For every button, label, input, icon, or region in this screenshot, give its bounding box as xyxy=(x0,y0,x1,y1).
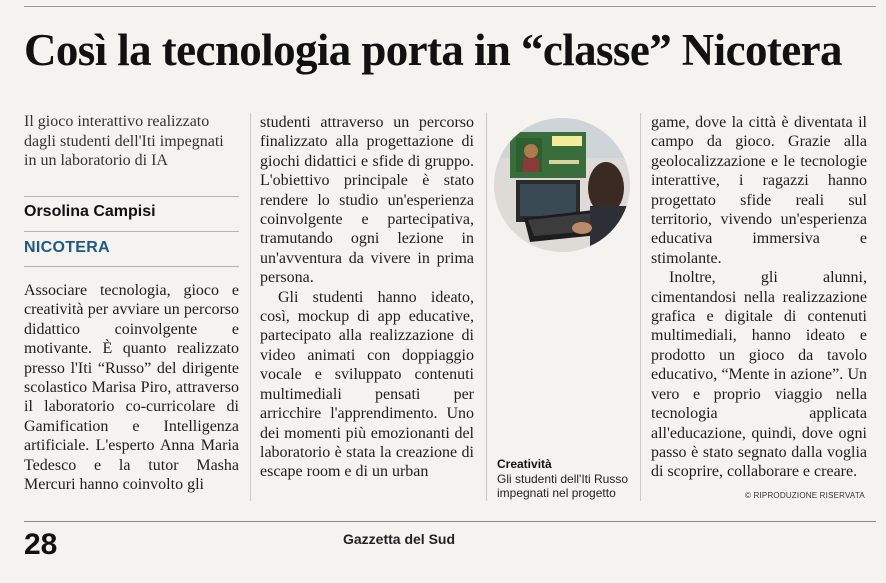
article-column-1 xyxy=(24,281,239,494)
article-column-2 xyxy=(260,113,474,482)
column-divider xyxy=(250,113,251,501)
author-rule xyxy=(24,196,239,197)
column-divider xyxy=(486,113,487,501)
column-4-paragraph-1: game, dove la città è diventata il campo da gioco. Grazie alla geolocalizzazione e le tecnologie interattive, i ragazzi hanno progettato sfide reali sul territorio, vivendo un'esperienza educativa immersiva e stimolante. xyxy=(651,114,867,267)
place-rule xyxy=(24,231,239,232)
body-rule xyxy=(24,266,239,267)
article-column-4 xyxy=(651,113,867,482)
column-divider xyxy=(640,113,641,501)
column-2-paragraph-2: Gli studenti hanno ideato, così, mockup di app educative, partecipato alla realizzazione di video animati con doppiaggio vocale e sviluppato contenuti multimediali pensati per arricchire l'apprendimento. Uno dei momenti più emozionanti del laboratorio è stata la creazione di escape room e di un urban xyxy=(260,288,474,481)
article-photo xyxy=(494,118,630,252)
column-1-text: Associare tecnologia, gioco e creatività per avviare un percorso didattico coinvolgente e motivante. È quanto realizzato presso l'Iti “Russo” del dirigente scolastico Marisa Piro, attraverso il laboratorio co-curricolare di Gamification e Intelligenza artificiale. L'esperto Anna Maria Tedesco e la tutor Masha Mercuri hanno coinvolto gli xyxy=(24,282,239,494)
column-2-paragraph-1: studenti attraverso un percorso finalizzato alla progettazione di giochi didattici e sfide di gruppo. L'obiettivo principale è stato rendere lo studio un'esperienza coinvolgente e partecipativa, tramutando ogni lezione in un'avventura da vivere in prima persona. xyxy=(260,114,474,287)
top-rule xyxy=(24,6,876,7)
column-4-paragraph-2: Inoltre, gli alunni, cimentandosi nella realizzazione grafica e digitale di contenuti multimediali, hanno ideato e prodotto un gioco da tavolo educativo, “Mente in azione”. Un vero e proprio viaggio nella tecnologia applicata all'educazione, quindi, dove ogni passo è stato segnato dalla voglia di scoprire, collaborare e creare. xyxy=(651,269,867,481)
page-number: 28 xyxy=(24,528,58,561)
reproduction-notice: © RIPRODUZIONE RISERVATA xyxy=(745,491,865,500)
author-name: Orsolina Campisi xyxy=(24,203,156,220)
photo-caption-text: Gli studenti dell'Iti Russo impegnati nel progetto xyxy=(497,472,629,500)
footer-rule xyxy=(24,521,876,522)
classroom-photo-illustration xyxy=(494,118,630,252)
article-summary: Il gioco interattivo realizzato dagli studenti dell'Iti impegnati in un laboratorio di IA xyxy=(24,113,224,169)
dateline-place: NICOTERA xyxy=(24,239,110,256)
headline: Così la tecnologia porta in “classe” Nicotera xyxy=(24,25,842,75)
photo-caption-title: Creatività xyxy=(497,457,552,471)
newspaper-name: Gazzetta del Sud xyxy=(343,531,456,547)
